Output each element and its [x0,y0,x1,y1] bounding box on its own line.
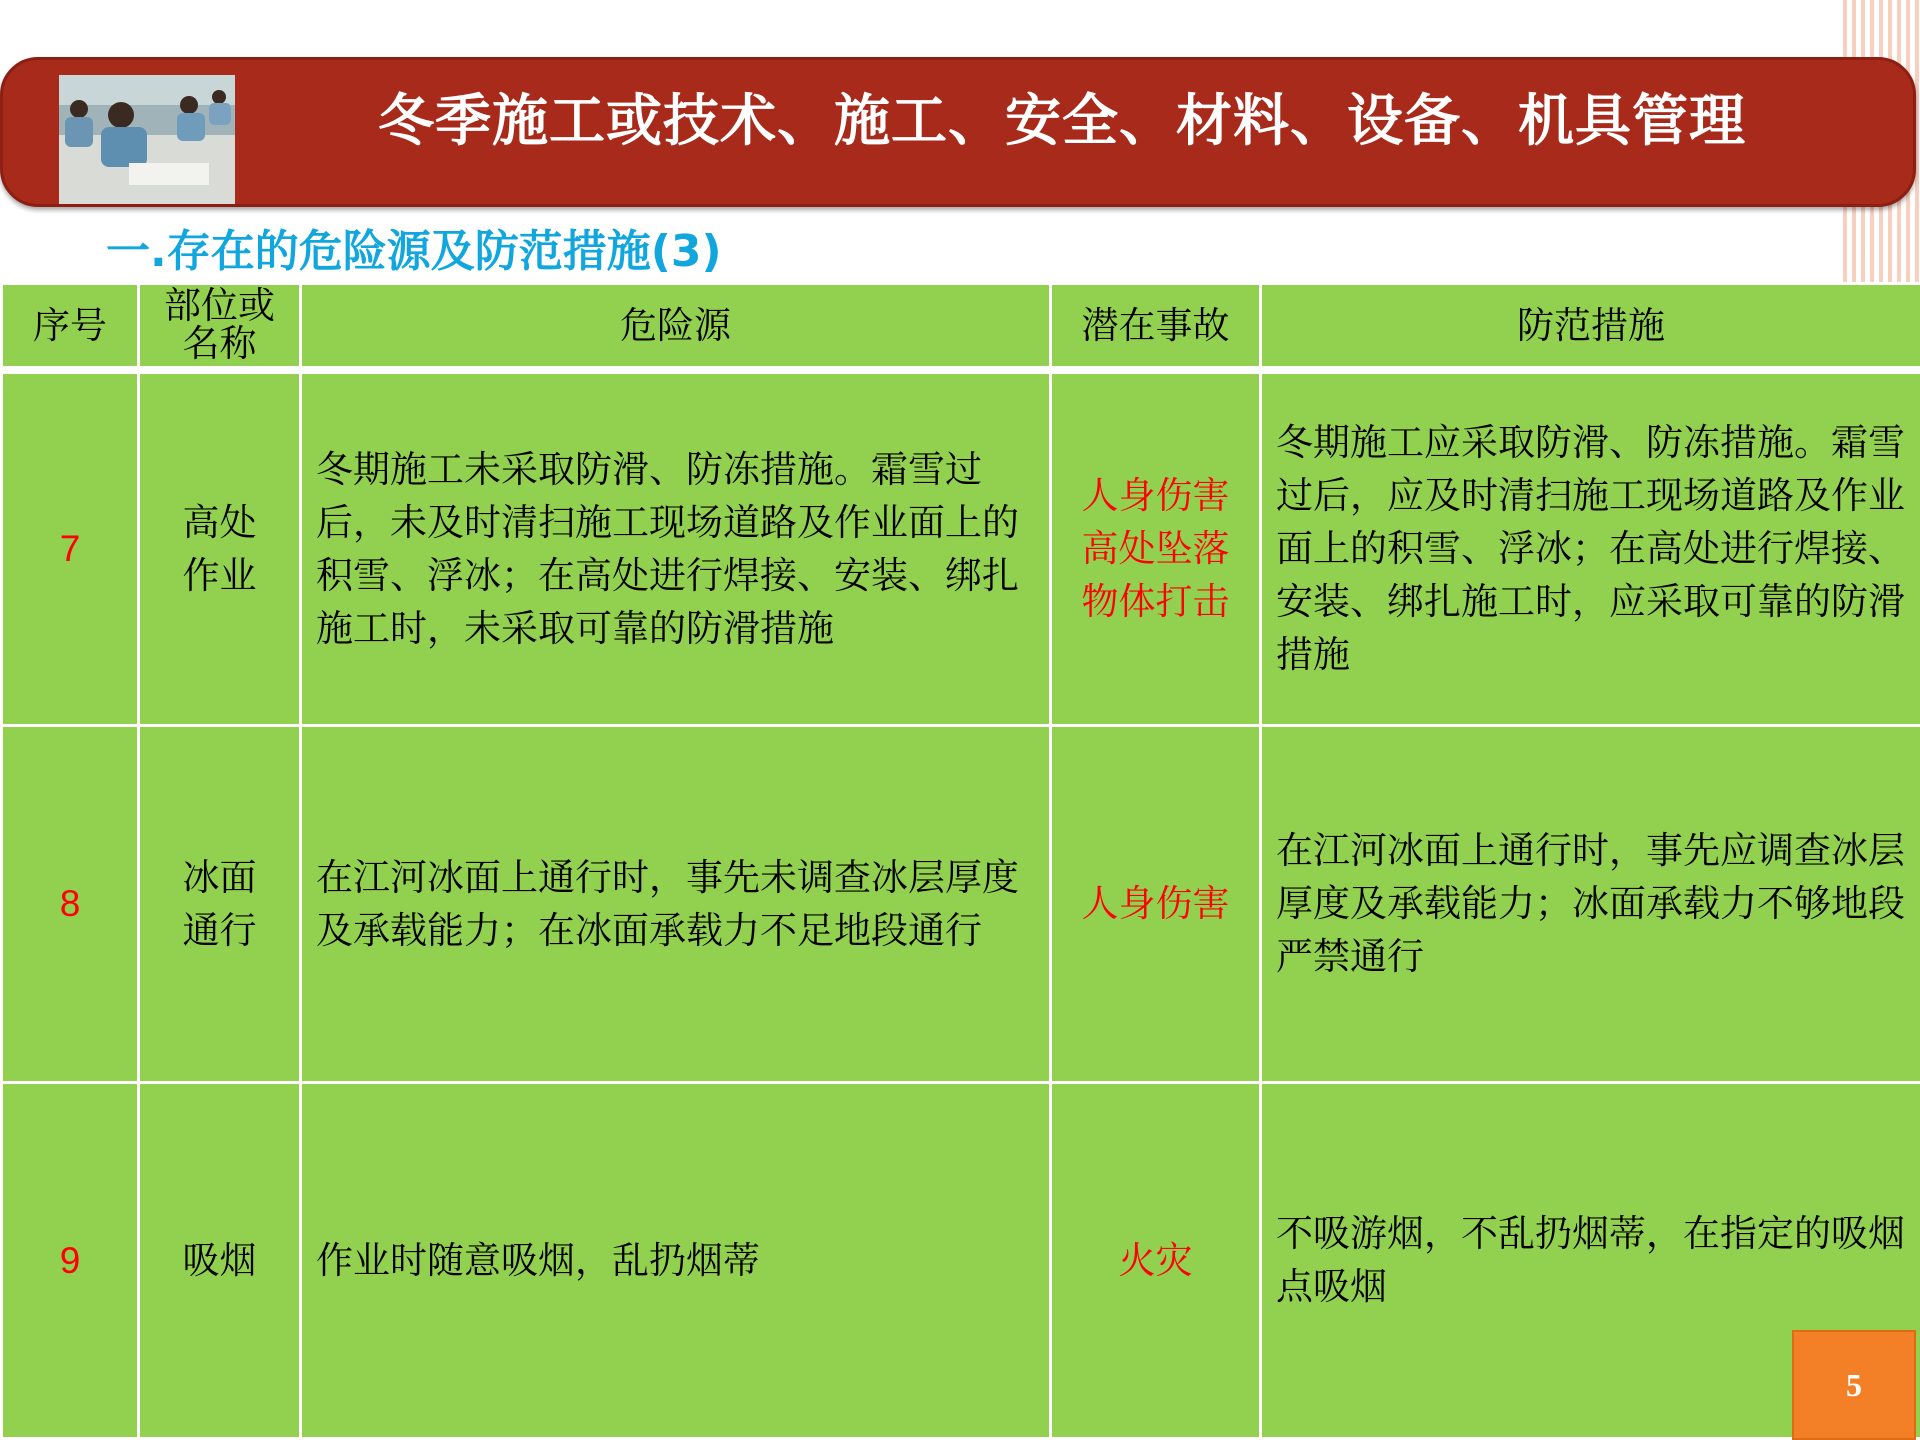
row-location: 冰面通行 [139,726,301,1082]
row-location: 高处作业 [139,370,301,726]
header-photo [59,75,235,204]
table-row [2,370,1920,726]
header-location: 部位或名称 [139,284,301,370]
classroom-photo-icon [59,75,235,204]
table-header-row [2,284,1920,370]
row-hazard: 作业时随意吸烟，乱扔烟蒂 [301,1082,1051,1438]
row-measures: 在江河冰面上通行时，事先应调查冰层厚度及承载能力；冰面承载力不够地段严禁通行 [1261,726,1920,1082]
table-row [2,726,1920,1082]
row-seq: 9 [2,1082,139,1438]
row-hazard: 冬期施工未采取防滑、防冻措施。霜雪过后，未及时清扫施工现场道路及作业面上的积雪、浮冰；在高处进行焊接、安装、绑扎施工时，未采取可靠的防滑措施 [301,370,1051,726]
page-number-badge: 5 [1792,1330,1916,1440]
page-title: 冬季施工或技术、施工、安全、材料、设备、机具管理 [378,89,1746,154]
row-seq: 7 [2,370,139,726]
row-measures: 冬期施工应采取防滑、防冻措施。霜雪过后，应及时清扫施工现场道路及作业面上的积雪、浮冰；在高处进行焊接、安装、绑扎施工时，应采取可靠的防滑措施 [1261,370,1920,726]
row-accident: 人身伤害高处坠落物体打击 [1051,370,1261,726]
header-hazard: 危险源 [301,284,1051,370]
table-row [2,1082,1920,1438]
header-accident: 潜在事故 [1051,284,1261,370]
hazard-table [0,282,1920,1440]
row-accident: 人身伤害 [1051,726,1261,1082]
header-seq: 序号 [2,284,139,370]
section-subtitle: 一.存在的危险源及防范措施(3) [106,226,722,277]
row-accident: 火灾 [1051,1082,1261,1438]
row-measures: 不吸游烟，不乱扔烟蒂，在指定的吸烟点吸烟 [1261,1082,1920,1438]
row-location: 吸烟 [139,1082,301,1438]
header-measures: 防范措施 [1261,284,1920,370]
row-hazard: 在江河冰面上通行时，事先未调查冰层厚度及承载能力；在冰面承载力不足地段通行 [301,726,1051,1082]
row-seq: 8 [2,726,139,1082]
